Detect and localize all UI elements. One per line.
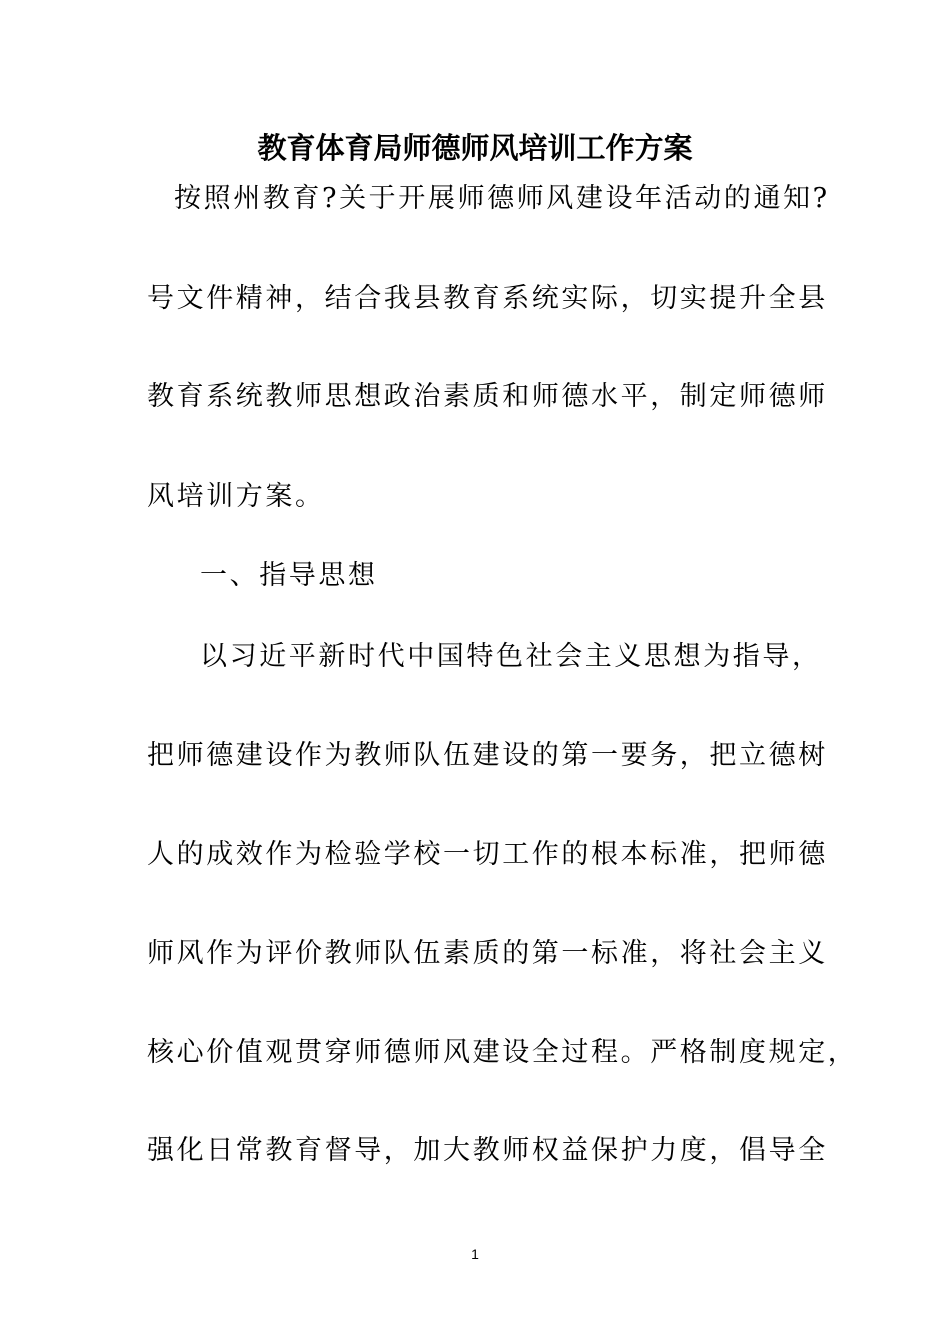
paragraph-line: 号文件精神，结合我县教育系统实际，切实提升全县 xyxy=(147,283,828,314)
paragraph-line: 教育系统教师思想政治素质和师德水平，制定师德师 xyxy=(147,381,828,412)
paragraph-line: 风培训方案。 xyxy=(147,481,325,512)
paragraph-line: 以习近平新时代中国特色社会主义思想为指导， xyxy=(200,641,822,672)
paragraph-line: 按照州教育?关于开展师德师风建设年活动的通知? xyxy=(174,183,830,214)
page-number: 1 xyxy=(471,1246,479,1262)
paragraph-line: 师风作为评价教师队伍素质的第一标准，将社会主义 xyxy=(147,938,828,969)
document-title: 教育体育局师德师风培训工作方案 xyxy=(257,131,693,165)
paragraph-line: 把师德建设作为教师队伍建设的第一要务，把立德树 xyxy=(147,740,828,771)
section-heading: 一、指导思想 xyxy=(200,560,378,591)
paragraph-line: 人的成效作为检验学校一切工作的根本标准，把师德 xyxy=(147,839,828,870)
paragraph-line: 强化日常教育督导，加大教师权益保护力度，倡导全 xyxy=(147,1135,828,1166)
paragraph-line: 核心价值观贯穿师德师风建设全过程。严格制度规定， xyxy=(147,1037,858,1068)
